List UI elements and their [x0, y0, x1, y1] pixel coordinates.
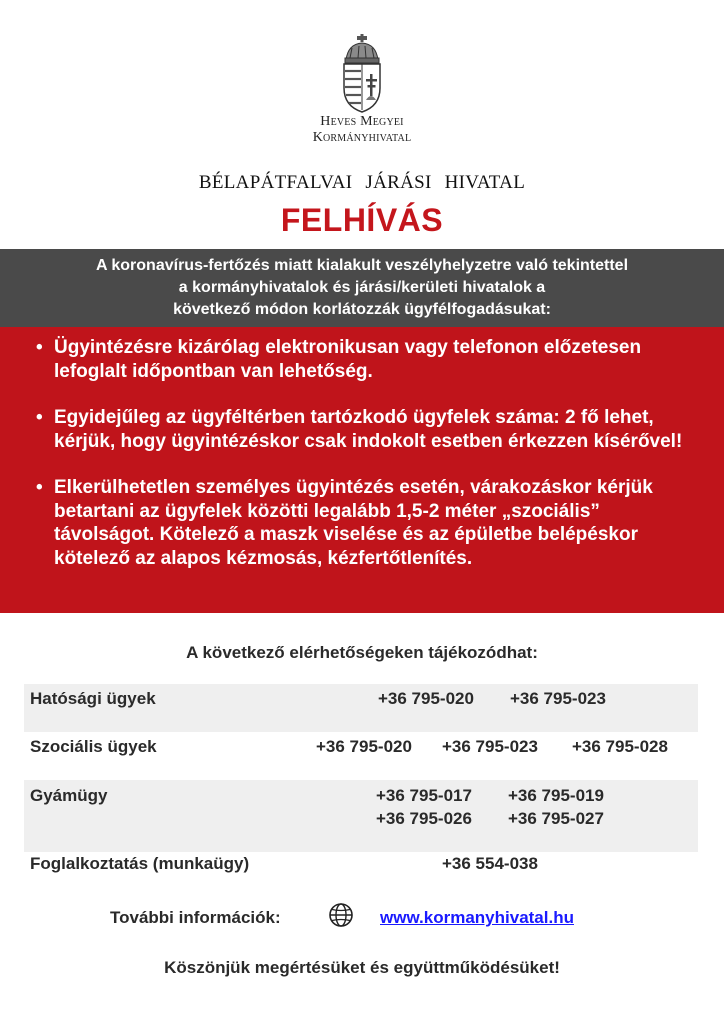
rules-list [36, 336, 700, 593]
website-link[interactable]: www.kormanyhivatal.hu [380, 908, 574, 927]
coat-of-arms-icon [338, 34, 386, 114]
phone-number: +36 795-017 [376, 786, 472, 805]
phone-number: +36 795-020 [316, 737, 412, 756]
globe-icon [328, 902, 354, 928]
page-title: FELHÍVÁS [280, 202, 444, 238]
contact-label: Hatósági ügyek [30, 689, 156, 708]
phone-number: +36 795-028 [572, 737, 668, 756]
phone-number: +36 795-019 [508, 786, 604, 805]
intro-line: következő módon korlátozzák ügyfélfogadásukat: [173, 301, 551, 318]
rule-item [36, 406, 700, 453]
intro-line: A koronavírus-fertőzés miatt kialakult veszélyhelyzetre való tekintettel [95, 257, 629, 274]
contact-row-gyamugy [24, 780, 698, 852]
contact-label: Szociális ügyek [30, 737, 157, 756]
thanks-message: Köszönjük megértésüket és együttműködésüket! [164, 958, 560, 977]
phone-number: +36 554-038 [442, 854, 538, 873]
rule-text: Ügyintézésre kizárólag elektronikusan vagy telefonon előzetesen lefoglalt időpontban van lehetőség. [54, 337, 642, 382]
contact-row-hatosagi [24, 684, 698, 732]
more-info-label: További információk: [110, 908, 281, 927]
phone-number: +36 795-023 [510, 689, 606, 708]
contact-label: Foglalkoztatás (munkaügy) [30, 854, 250, 873]
organization-name-line2: Kormányhivatal [312, 130, 412, 145]
rule-item [36, 476, 700, 570]
rule-text: Elkerülhetetlen személyes ügyintézés esetén, várakozáskor kérjük betartani az ügyfelek közötti legalább 1,5-2 méter „szociális” távolságot. Kötelező a maszk viselése és az épületbe belépéskor kötelező az alapos kézmosás, kézfertőtlenítés. [54, 477, 653, 569]
bullet-icon: • [36, 477, 43, 498]
phone-number: +36 795-020 [378, 689, 474, 708]
contact-row-szocialis [24, 732, 698, 780]
intro-text [0, 255, 724, 321]
phone-number: +36 795-023 [442, 737, 538, 756]
organization-name-line1: Heves Megyei [320, 114, 404, 129]
contact-row-foglalkoztatas [24, 852, 698, 886]
phone-number: +36 795-027 [508, 809, 604, 828]
intro-line: a kormányhivatalok és járási/kerületi hivatalok a [178, 279, 546, 296]
rule-item [36, 336, 700, 383]
office-name: BÉLAPÁTFALVAI JÁRÁSI HIVATAL [198, 172, 526, 193]
bullet-icon: • [36, 337, 43, 358]
bullet-icon: • [36, 407, 43, 428]
rule-text: Egyidejűleg az ügyféltérben tartózkodó ügyfelek száma: 2 fő lehet, kérjük, hogy ügyintézéskor csak indokolt esetben érkezzen kísérővel! [54, 407, 683, 452]
contact-label: Gyámügy [30, 786, 108, 805]
contacts-heading: A következő elérhetőségeken tájékozódhat: [186, 643, 538, 662]
phone-number: +36 795-026 [376, 809, 472, 828]
